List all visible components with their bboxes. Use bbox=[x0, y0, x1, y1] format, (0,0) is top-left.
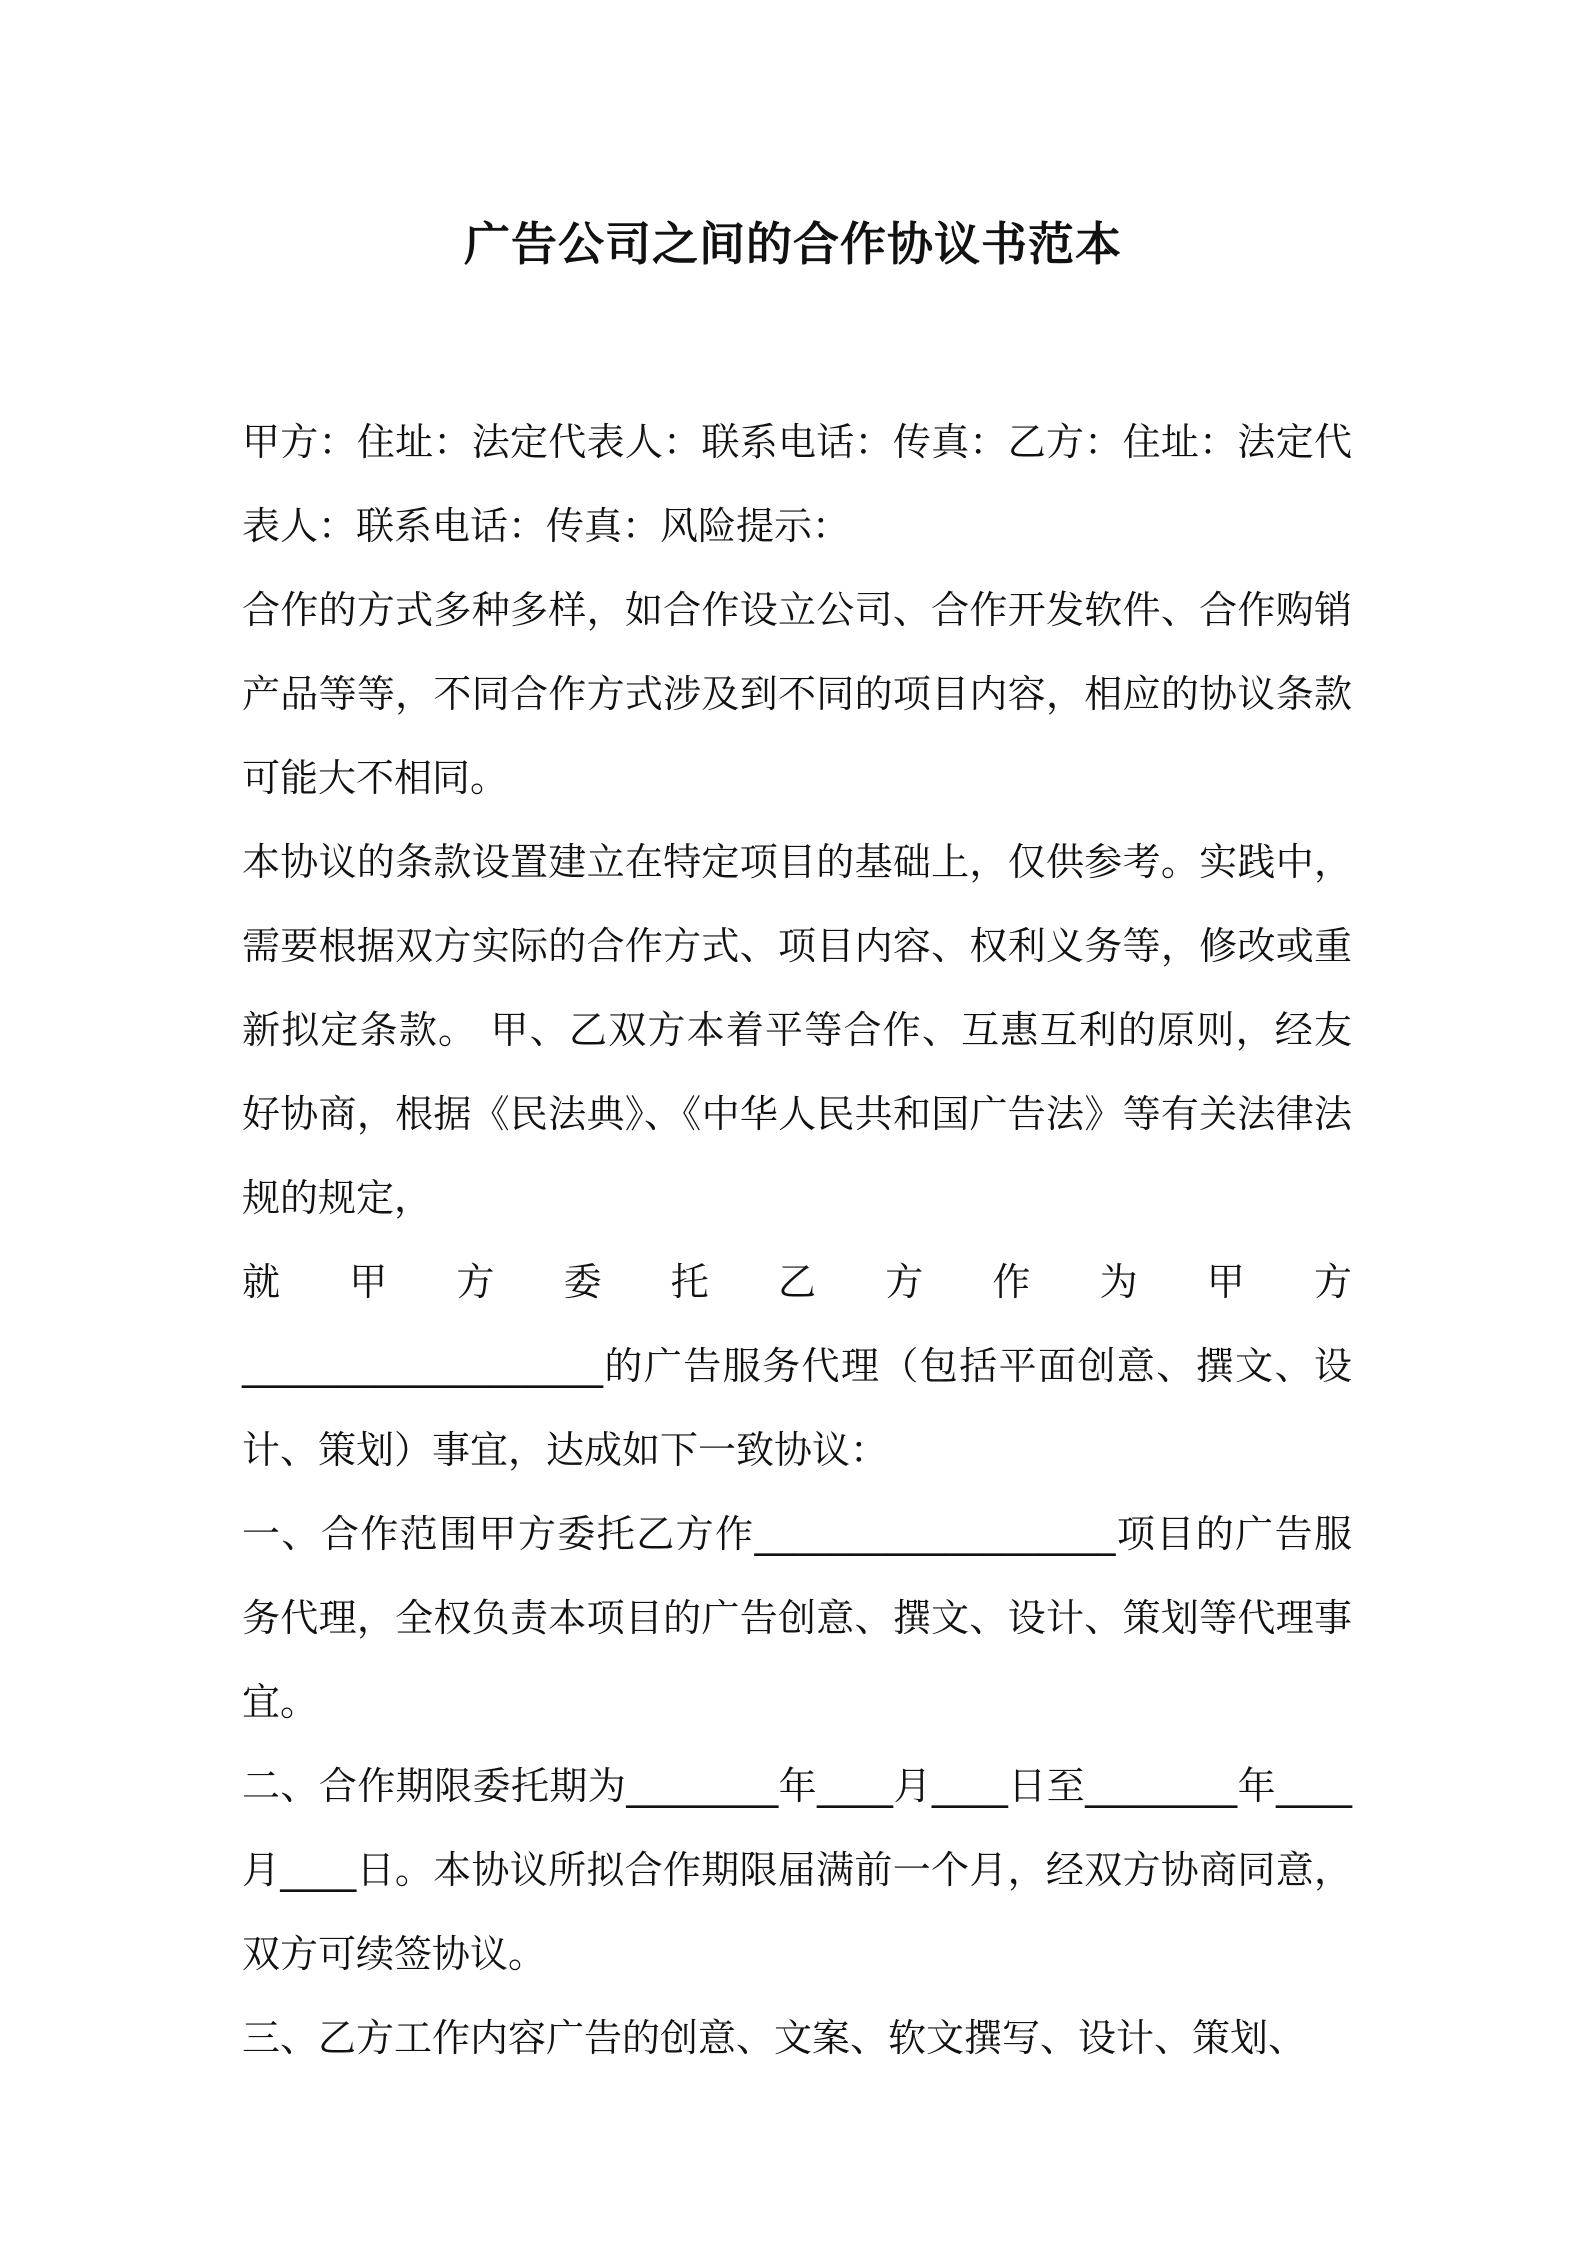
risk-note-paragraph: 合作的方式多种多样，如合作设立公司、合作开发软件、合作购销产品等等，不同合作方式涉及到不同的项目内容，相应的协议条款可能大不相同。 bbox=[242, 588, 1352, 800]
document-body bbox=[242, 400, 1352, 2080]
document-title: 广告公司之间的合作协议书范本 bbox=[464, 217, 1122, 271]
clause-term: 二、合作期限委托期为________年____月____日至________年____月____日。本协议所拟合作期限届满前一个月，经双方协商同意，双方可续签协议。 bbox=[242, 1764, 1352, 1976]
commission-continuation: ___________________的广告服务代理（包括平面创意、撰文、设计、策划）事宜，达成如下一致协议： bbox=[242, 1344, 1352, 1472]
clause-scope: 一、合作范围甲方委托乙方作___________________项目的广告服务代理，全权负责本项目的广告创意、撰文、设计、策划等代理事宜。 bbox=[242, 1512, 1352, 1724]
clause-work-content: 三、乙方工作内容广告的创意、文案、软文撰写、设计、策划、 bbox=[242, 2016, 1307, 2060]
party-info-paragraph: 甲方：住址：法定代表人：联系电话：传真：乙方：住址：法定代表人：联系电话：传真：风险提示： bbox=[242, 420, 1352, 548]
preamble-paragraph: 本协议的条款设置建立在特定项目的基础上，仅供参考。实践中，需要根据双方实际的合作方式、项目内容、权利义务等，修改或重新拟定条款。 甲、乙双方本着平等合作、互惠互利的原则，经友好协商，根据《民法典》、《中华人民共和国广告法》等有关法律法规的规定， bbox=[242, 840, 1352, 1220]
commission-line: 就甲方委托乙方作为甲方 bbox=[242, 1260, 1352, 1304]
